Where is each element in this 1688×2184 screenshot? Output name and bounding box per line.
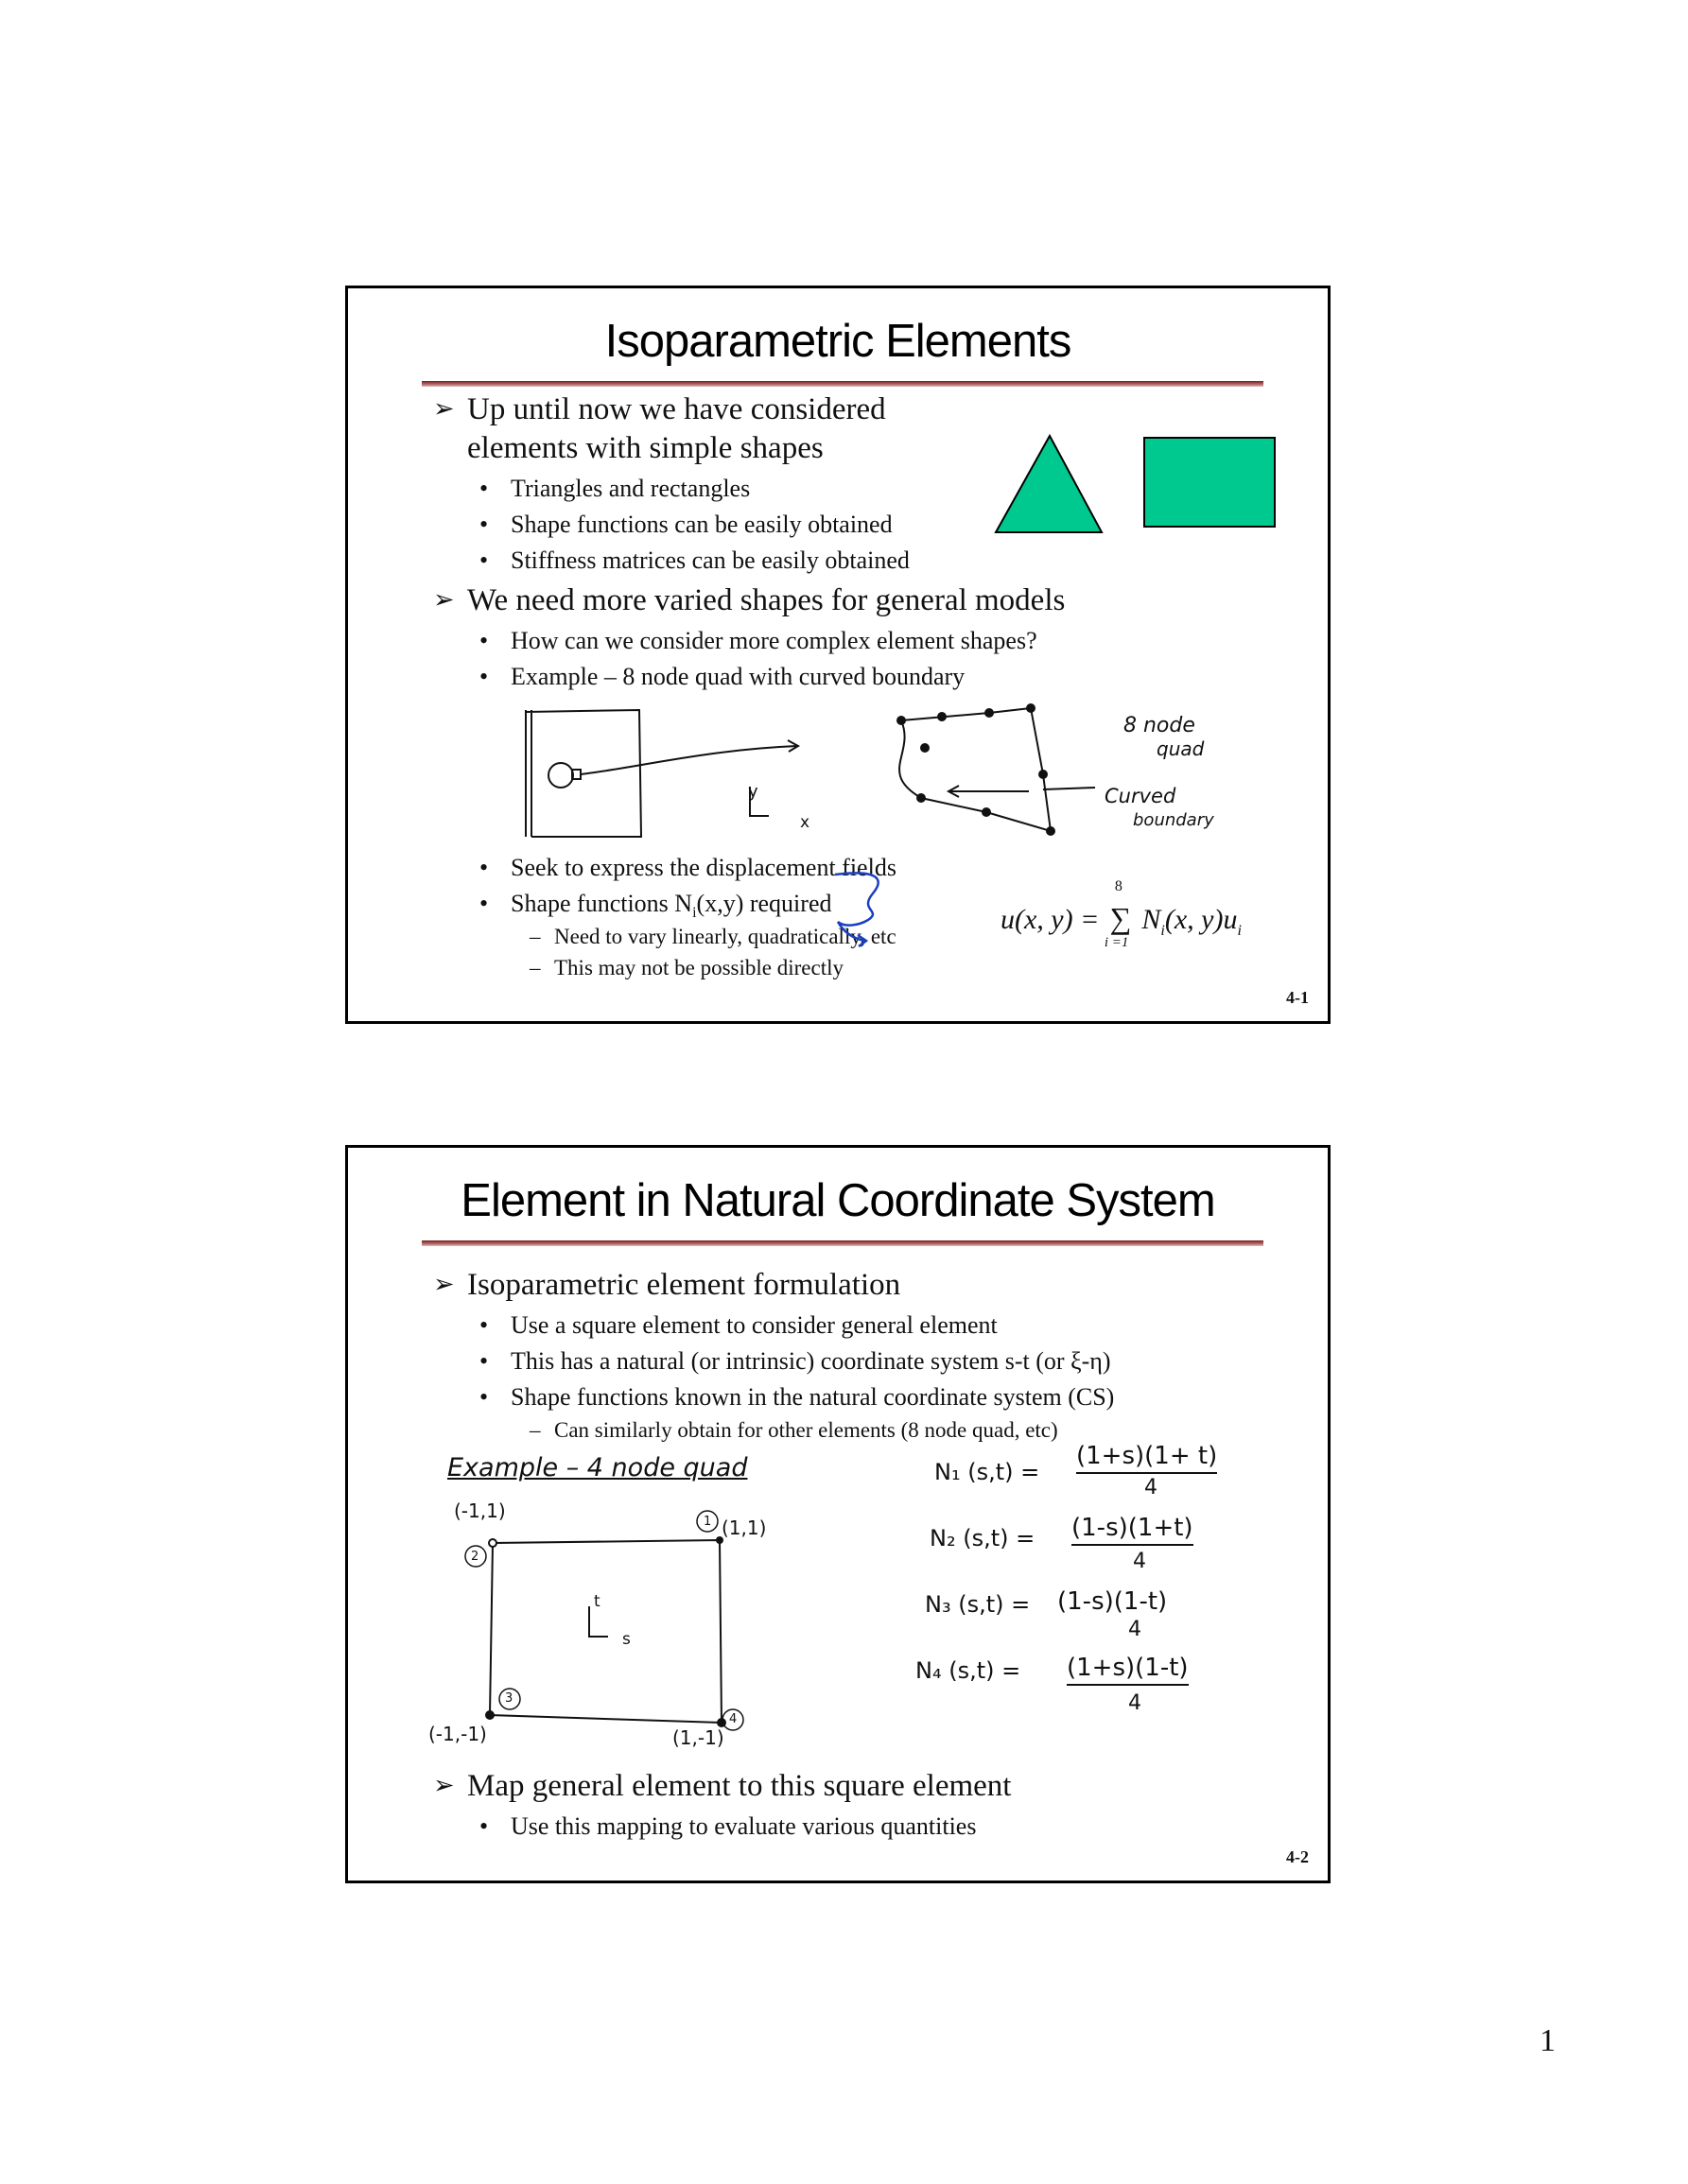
- axis-s-label: s: [622, 1630, 631, 1649]
- corner-label-bottom-right: (1,-1): [672, 1726, 724, 1749]
- sub-bullet: • Use a square element to consider general element: [479, 1311, 998, 1339]
- axis-y-label: y: [748, 782, 758, 802]
- bullet-level1: ➢ Up until now we have considered elements with simple shapes: [467, 390, 886, 468]
- title-rule: [422, 381, 1263, 387]
- handwritten-8-node: 8 node: [1123, 714, 1195, 737]
- sub-sub-bullet: – This may not be possible directly: [530, 956, 844, 979]
- node-number-4: 4: [729, 1712, 738, 1726]
- slide-isoparametric-elements: [345, 286, 1331, 1024]
- sub-bullet: • Example – 8 node quad with curved boundary: [479, 663, 966, 690]
- corner-label-bottom-left: (-1,-1): [428, 1723, 487, 1745]
- curved-quad-sketch: [518, 704, 1105, 856]
- arrow-bullet-icon: ➢: [433, 1270, 455, 1299]
- handwritten-quad: quad: [1157, 737, 1205, 760]
- blue-curly-arrow: [835, 865, 986, 941]
- page-number: 1: [1540, 2023, 1556, 2058]
- triangle-shape: [996, 436, 1102, 532]
- slide-number: 4-2: [1286, 1847, 1309, 1866]
- arrow-bullet-icon: ➢: [433, 1771, 455, 1800]
- sub-bullet: • How can we consider more complex element shapes?: [479, 627, 1037, 654]
- shape-function-n4: N₄ (s,t) = (1+s)(1-t) 4: [915, 1654, 1189, 1715]
- slide-natural-coordinate-system: [345, 1145, 1331, 1883]
- shape-function-n1: N₁ (s,t) = (1+s)(1+ t) 4: [934, 1442, 1218, 1499]
- axis-t-label: t: [594, 1592, 600, 1611]
- slide-title: Isoparametric Elements: [604, 316, 1071, 367]
- bullet-level1: ➢ We need more varied shapes for general models: [467, 581, 1065, 620]
- sub-bullet: • Shape functions can be easily obtained: [479, 511, 893, 538]
- slide-title: Element in Natural Coordinate System: [461, 1175, 1215, 1226]
- title-rule: [422, 1240, 1263, 1246]
- corner-label-top-right: (1,1): [722, 1517, 767, 1539]
- bullet-level1: ➢ Map general element to this square element: [467, 1767, 1011, 1806]
- sub-bullet: • Seek to express the displacement fields: [479, 854, 896, 881]
- shape-function-n2: N₂ (s,t) = (1-s)(1+t) 4: [930, 1514, 1193, 1573]
- sub-bullet: • Shape functions known in the natural coordinate system (CS): [479, 1383, 1115, 1411]
- sub-sub-bullet: – Need to vary linearly, quadratically, etc: [530, 925, 896, 948]
- sub-bullet: • Use this mapping to evaluate various quantities: [479, 1812, 977, 1840]
- handwritten-boundary: boundary: [1133, 810, 1214, 830]
- shape-function-n3: N₃ (s,t) = (1-s)(1-t) 4: [925, 1587, 1168, 1641]
- example-4-node-quad-label: Example – 4 node quad: [447, 1453, 748, 1482]
- sub-bullet: • Shape functions $N_i(x,y)$ required: [479, 890, 832, 922]
- displacement-equation: u(x, y) = 8 ∑ i =1 $N_i(x$, $y)u_i$: [1001, 878, 1242, 950]
- slide-number: 4-1: [1286, 988, 1309, 1007]
- sub-bullet: • Triangles and rectangles: [479, 475, 751, 502]
- corner-label-top-left: (-1,1): [454, 1499, 506, 1522]
- node-number-2: 2: [471, 1550, 479, 1564]
- sub-bullet: • This has a natural (or intrinsic) coordinate system s-t (or ξ-η): [479, 1347, 1111, 1375]
- rectangle-shape: [1144, 438, 1275, 527]
- arrow-bullet-icon: ➢: [433, 585, 455, 615]
- sub-bullet: • Stiffness matrices can be easily obtained: [479, 546, 910, 574]
- node-number-3: 3: [505, 1691, 513, 1706]
- simple-shapes-illustration: [991, 430, 1284, 553]
- sub-sub-bullet: – Can similarly obtain for other elements (8 node quad, etc): [530, 1418, 1058, 1442]
- handwritten-curved: Curved: [1105, 785, 1176, 807]
- arrow-bullet-icon: ➢: [433, 394, 455, 424]
- node-number-1: 1: [704, 1515, 712, 1529]
- four-node-square-sketch: [476, 1526, 722, 1753]
- axis-x-label: x: [800, 813, 810, 832]
- bullet-level1: ➢ Isoparametric element formulation: [467, 1266, 900, 1305]
